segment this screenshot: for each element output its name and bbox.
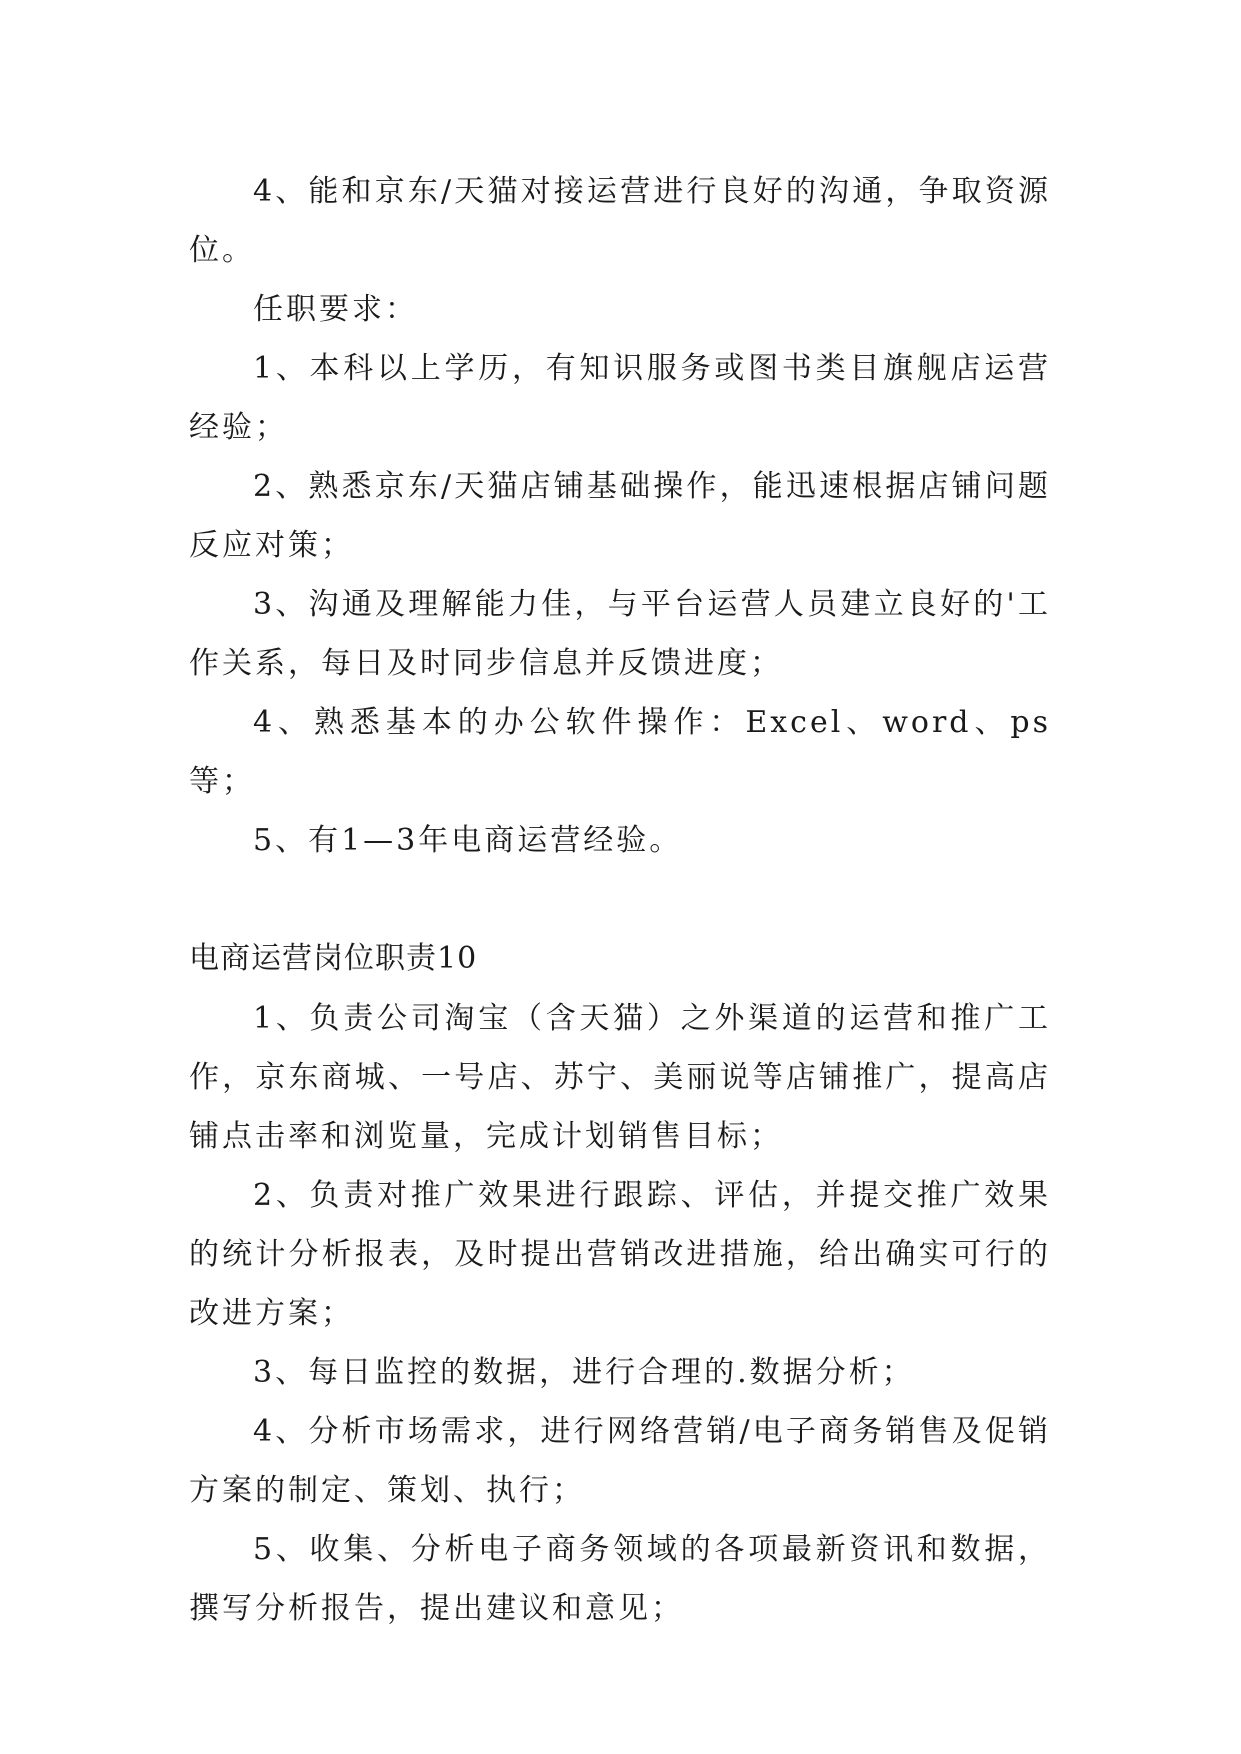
paragraph-requirement-5: 5、有1—3年电商运营经验。 — [253, 823, 683, 858]
paragraph-duty-1: 1、负责公司淘宝（含天猫）之外渠道的运营和推广工作，京东商城、一号店、苏宁、美丽说等店铺推广，提高店铺点击率和浏览量，完成计划销售目标； — [189, 1001, 1051, 1154]
document-page — [189, 162, 1051, 1638]
paragraph-requirement-1: 1、本科以上学历，有知识服务或图书类目旗舰店运营经验； — [189, 351, 1051, 445]
paragraph-resource-communication: 4、能和京东/天猫对接运营进行良好的沟通，争取资源位。 — [189, 174, 1051, 268]
paragraph-duty-5: 5、收集、分析电子商务领域的各项最新资讯和数据，撰写分析报告，提出建议和意见； — [189, 1532, 1051, 1626]
paragraph-duty-4: 4、分析市场需求，进行网络营销/电子商务销售及促销方案的制定、策划、执行； — [189, 1414, 1051, 1508]
paragraph-requirements-title: 任职要求： — [253, 292, 418, 327]
paragraph-requirement-4: 4、熟悉基本的办公软件操作：Excel、word、ps等； — [189, 705, 1051, 799]
paragraph-requirement-3: 3、沟通及理解能力佳，与平台运营人员建立良好的'工作关系，每日及时同步信息并反馈进度； — [189, 587, 1051, 681]
section-heading: 电商运营岗位职责10 — [189, 941, 478, 976]
paragraph-duty-2: 2、负责对推广效果进行跟踪、评估，并提交推广效果的统计分析报表，及时提出营销改进措施，给出确实可行的改进方案； — [189, 1178, 1051, 1331]
paragraph-duty-3: 3、每日监控的数据，进行合理的.数据分析； — [253, 1355, 915, 1390]
paragraph-requirement-2: 2、熟悉京东/天猫店铺基础操作，能迅速根据店铺问题反应对策； — [189, 469, 1051, 563]
